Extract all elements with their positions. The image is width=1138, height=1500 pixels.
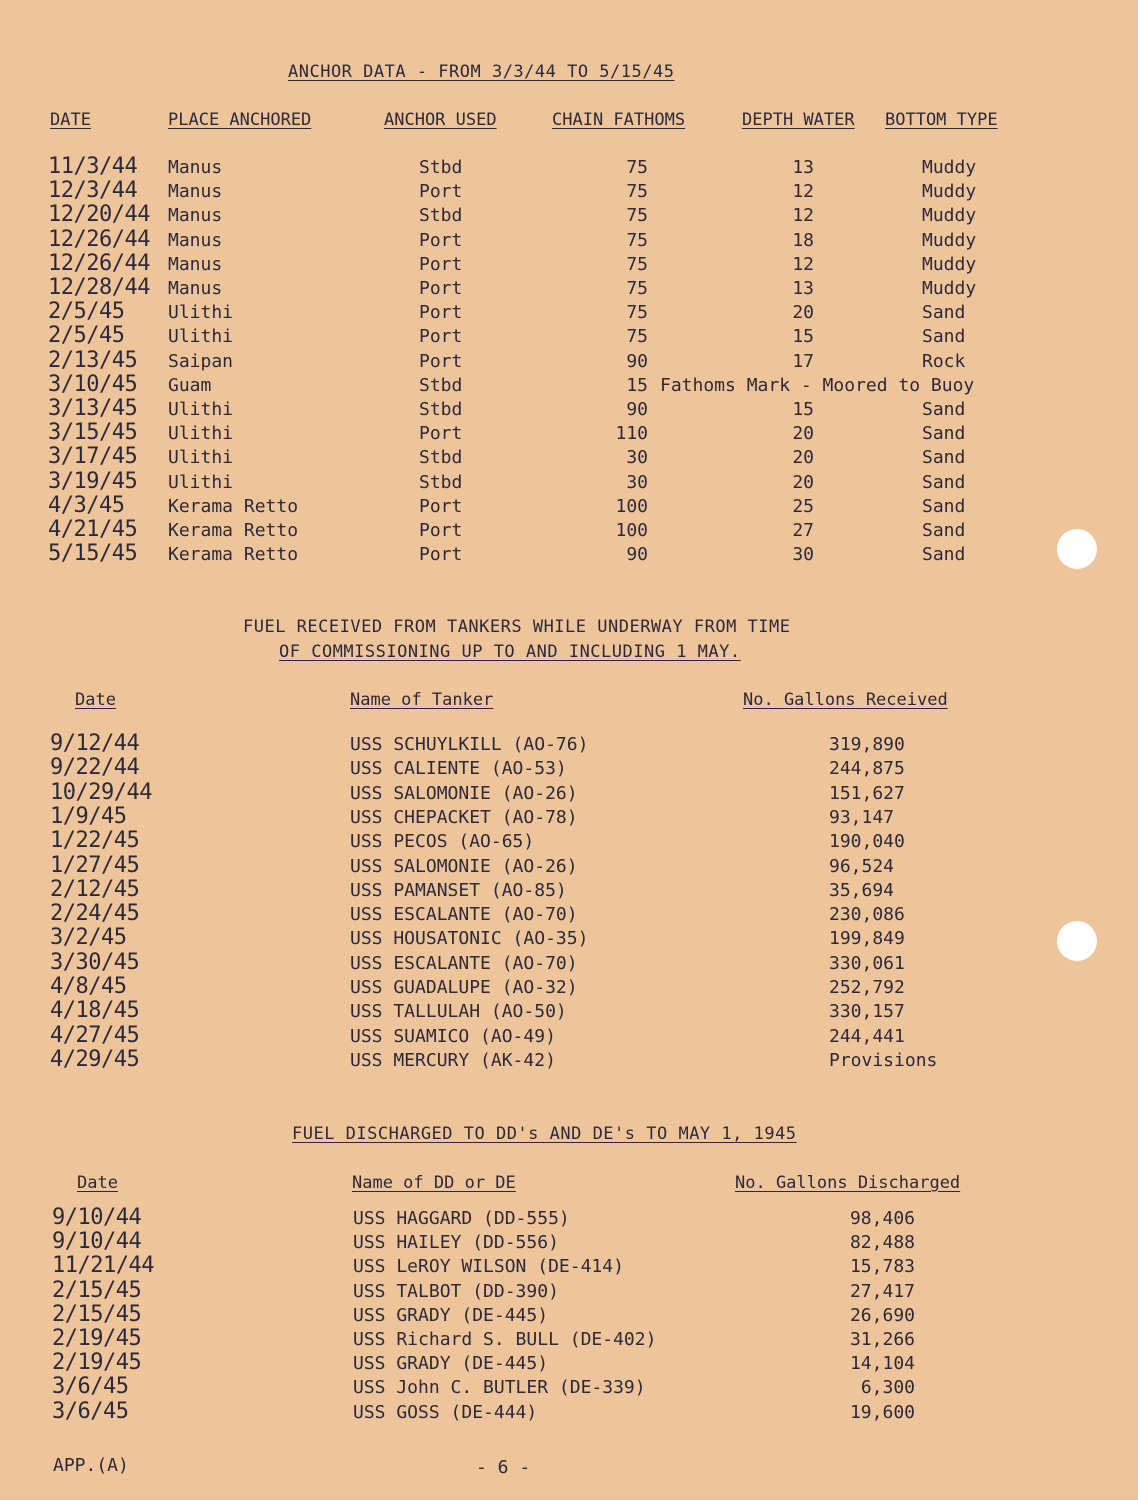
appendix-label: APP.(A) <box>53 1455 129 1476</box>
discharged-date: 3/6/45 <box>52 1398 129 1424</box>
anchor-bottom: Sand <box>922 399 966 420</box>
anchor-place: Manus <box>168 181 223 203</box>
anchor-chain: 90 <box>626 350 648 372</box>
anchor-side: Stbd <box>419 399 463 420</box>
received-date: 2/12/45 <box>50 876 140 902</box>
anchor-place: Manus <box>168 229 223 251</box>
fuel-discharged-row <box>0 1326 1138 1353</box>
fuel-discharged-row <box>0 1277 1138 1305</box>
discharged-date: 9/10/44 <box>52 1229 142 1255</box>
anchor-chain: 75 <box>626 229 648 251</box>
anchor-header-date: DATE <box>50 110 91 130</box>
anchor-chain: 75 <box>626 278 648 299</box>
discharged-gallons: 19,600 <box>849 1401 915 1423</box>
received-tanker-name: USS ESCALANTE (AO-70) <box>350 952 578 974</box>
received-gallons: 199,849 <box>829 928 905 950</box>
anchor-place: Guam <box>168 374 212 396</box>
anchor-header-chain: CHAIN FATHOMS <box>552 110 686 130</box>
fuel-discharged-row <box>0 1398 1138 1426</box>
anchor-depth: 17 <box>792 350 814 372</box>
received-date: 4/27/45 <box>50 1022 140 1048</box>
anchor-date: 2/5/45 <box>48 299 125 325</box>
anchor-date: 3/13/45 <box>48 396 138 421</box>
fuel-discharged-row <box>0 1301 1138 1329</box>
anchor-date: 5/15/45 <box>48 541 138 567</box>
anchor-chain: 30 <box>626 447 648 469</box>
received-header-gallons: No. Gallons Received <box>743 690 948 710</box>
received-date: 3/30/45 <box>50 949 140 975</box>
anchor-depth: 15 <box>792 399 814 420</box>
anchor-bottom: Sand <box>922 471 966 493</box>
anchor-depth: 12 <box>792 253 814 275</box>
anchor-place: Manus <box>168 253 223 275</box>
received-date: 4/18/45 <box>50 998 140 1024</box>
fuel-discharged-row <box>0 1229 1138 1256</box>
received-tanker-name: USS PAMANSET (AO-85) <box>350 879 567 901</box>
anchor-place: Ulithi <box>168 447 234 469</box>
fuel-received-row <box>0 803 1138 831</box>
anchor-depth: 20 <box>792 471 814 493</box>
anchor-side: Port <box>419 302 463 324</box>
anchor-date: 3/19/45 <box>48 468 138 494</box>
received-gallons: 151,627 <box>829 782 905 804</box>
anchor-place: Ulithi <box>168 302 234 324</box>
received-gallons: 35,694 <box>829 879 895 901</box>
anchor-place: Saipan <box>168 350 234 372</box>
discharged-header-name: Name of DD or DE <box>352 1173 516 1193</box>
received-tanker-name: USS TALLULAH (AO-50) <box>350 1001 567 1023</box>
discharged-ship-name: USS TALBOT (DD-390) <box>353 1280 559 1302</box>
fuel-received-row <box>0 1046 1138 1074</box>
received-tanker-name: USS CHEPACKET (AO-78) <box>350 806 578 828</box>
received-date: 9/22/44 <box>50 755 140 781</box>
discharged-ship-name: USS HAGGARD (DD-555) <box>353 1208 570 1229</box>
anchor-chain: 100 <box>615 520 648 541</box>
anchor-row <box>0 347 1138 375</box>
fuel-received-title-line1: FUEL RECEIVED FROM TANKERS WHILE UNDERWAY FROM TIME <box>243 617 791 637</box>
anchor-row <box>0 371 1138 399</box>
anchor-depth: 20 <box>792 302 814 324</box>
anchor-date: 12/26/44 <box>48 226 150 252</box>
discharged-ship-name: USS Richard S. BULL (DE-402) <box>353 1329 657 1350</box>
anchor-depth: 30 <box>792 544 814 566</box>
received-tanker-name: USS SALOMONIE (AO-26) <box>350 782 578 804</box>
discharged-gallons: 27,417 <box>849 1280 915 1302</box>
anchor-header-bottom: BOTTOM TYPE <box>885 110 998 130</box>
anchor-chain: 110 <box>615 423 648 445</box>
discharged-gallons: 26,690 <box>849 1304 915 1326</box>
anchor-row <box>0 444 1138 471</box>
anchor-place: Manus <box>168 205 223 227</box>
anchor-date: 11/3/44 <box>48 154 138 179</box>
anchor-depth: 18 <box>792 229 814 251</box>
received-date: 1/27/45 <box>50 852 140 878</box>
fuel-received-row <box>0 731 1138 758</box>
anchor-place: Kerama Retto <box>168 520 299 541</box>
anchor-depth: 25 <box>792 495 814 517</box>
anchor-row <box>0 396 1138 423</box>
received-gallons: 230,086 <box>829 904 905 926</box>
anchor-side: Stbd <box>419 374 463 396</box>
discharged-date: 2/15/45 <box>52 1277 142 1303</box>
received-date: 3/2/45 <box>50 925 127 951</box>
anchor-row <box>0 517 1138 544</box>
anchor-bottom: Sand <box>922 302 966 324</box>
received-header-name: Name of Tanker <box>350 690 494 710</box>
discharged-ship-name: USS GRADY (DE-445) <box>353 1304 549 1326</box>
anchor-bottom: Sand <box>922 520 966 541</box>
received-tanker-name: USS SALOMONIE (AO-26) <box>350 855 578 877</box>
fuel-received-row <box>0 949 1138 977</box>
anchor-depth: 13 <box>792 278 814 299</box>
anchor-depth: 20 <box>792 423 814 445</box>
fuel-received-row <box>0 755 1138 782</box>
anchor-bottom: Muddy <box>922 278 977 299</box>
discharged-gallons: 14,104 <box>849 1353 915 1375</box>
anchor-row <box>0 250 1138 278</box>
anchor-chain: 75 <box>626 302 648 324</box>
discharged-gallons: 82,488 <box>849 1232 915 1254</box>
page-number: - 6 - <box>476 1457 531 1478</box>
discharged-gallons: 15,783 <box>849 1256 915 1278</box>
anchor-bottom: Muddy <box>922 181 977 203</box>
discharged-date: 9/10/44 <box>52 1205 142 1230</box>
fuel-received-row <box>0 876 1138 904</box>
fuel-received-row <box>0 779 1138 807</box>
received-date: 4/8/45 <box>50 974 127 999</box>
anchor-chain: 75 <box>626 205 648 227</box>
anchor-chain: 75 <box>626 157 648 178</box>
discharged-ship-name: USS GOSS (DE-444) <box>353 1401 538 1423</box>
anchor-row <box>0 178 1138 205</box>
anchor-row <box>0 541 1138 568</box>
anchor-date: 3/15/45 <box>48 420 138 446</box>
fuel-received-row <box>0 852 1138 880</box>
anchor-bottom: Muddy <box>922 229 977 251</box>
anchor-side: Port <box>419 423 463 445</box>
received-gallons: 244,441 <box>829 1025 905 1047</box>
anchor-place: Manus <box>168 157 223 178</box>
anchor-bottom: Sand <box>922 495 966 517</box>
anchor-header-place: PLACE ANCHORED <box>168 110 312 130</box>
anchor-chain: 30 <box>626 471 648 493</box>
discharged-ship-name: USS GRADY (DE-445) <box>353 1353 549 1375</box>
anchor-date: 3/10/45 <box>48 371 138 397</box>
anchor-date: 12/26/44 <box>48 250 150 276</box>
anchor-row <box>0 226 1138 254</box>
received-date: 2/24/45 <box>50 901 140 927</box>
anchor-place: Kerama Retto <box>168 495 299 517</box>
discharged-date: 2/15/45 <box>52 1301 142 1327</box>
received-tanker-name: USS GUADALUPE (AO-32) <box>350 977 578 998</box>
received-date: 1/9/45 <box>50 803 127 829</box>
anchor-depth: 27 <box>792 520 814 541</box>
anchor-data-title: ANCHOR DATA - FROM 3/3/44 TO 5/15/45 <box>288 62 675 82</box>
anchor-bottom: Muddy <box>922 157 977 178</box>
received-gallons: 96,524 <box>829 855 895 877</box>
received-tanker-name: USS MERCURY (AK-42) <box>350 1049 556 1071</box>
fuel-received-row <box>0 1022 1138 1050</box>
anchor-chain: 90 <box>626 399 648 420</box>
anchor-place: Ulithi <box>168 326 234 348</box>
discharged-header-date: Date <box>77 1173 118 1193</box>
received-date: 1/22/45 <box>50 828 140 854</box>
anchor-chain: 75 <box>626 326 648 348</box>
anchor-place: Manus <box>168 278 223 299</box>
received-gallons: 93,147 <box>829 806 895 828</box>
anchor-row <box>0 154 1138 181</box>
anchor-side: Port <box>419 495 463 517</box>
received-tanker-name: USS PECOS (AO-65) <box>350 831 535 853</box>
anchor-bottom: Rock <box>922 350 966 372</box>
anchor-side: Port <box>419 326 463 348</box>
anchor-side: Port <box>419 544 463 566</box>
anchor-row <box>0 468 1138 496</box>
fuel-received-row <box>0 998 1138 1025</box>
anchor-chain: 100 <box>615 495 648 517</box>
anchor-side: Port <box>419 278 463 299</box>
anchor-bottom: Muddy <box>922 205 977 227</box>
anchor-depth: 13 <box>792 157 814 178</box>
discharged-gallons: 98,406 <box>849 1208 915 1229</box>
anchor-chain: 90 <box>626 544 648 566</box>
anchor-header-anchor: ANCHOR USED <box>384 110 497 130</box>
anchor-chain: 75 <box>626 253 648 275</box>
anchor-side: Stbd <box>419 447 463 469</box>
anchor-bottom: Muddy <box>922 253 977 275</box>
discharged-date: 2/19/45 <box>52 1326 142 1351</box>
fuel-received-row <box>0 901 1138 928</box>
discharged-gallons: 6,300 <box>860 1377 915 1399</box>
received-gallons: 190,040 <box>829 831 905 853</box>
anchor-depth: 12 <box>792 181 814 203</box>
received-tanker-name: USS HOUSATONIC (AO-35) <box>350 928 589 950</box>
fuel-discharged-row <box>0 1205 1138 1232</box>
anchor-bottom: Sand <box>922 544 966 566</box>
anchor-side: Port <box>419 253 463 275</box>
received-date: 10/29/44 <box>50 779 152 805</box>
discharged-date: 11/21/44 <box>52 1253 154 1279</box>
anchor-date: 12/3/44 <box>48 178 138 204</box>
anchor-row <box>0 299 1138 326</box>
received-gallons: Provisions <box>829 1049 938 1071</box>
anchor-side: Port <box>419 181 463 203</box>
received-gallons: 319,890 <box>829 734 905 755</box>
anchor-place: Kerama Retto <box>168 544 299 566</box>
anchor-header-depth: DEPTH WATER <box>742 110 855 130</box>
discharged-ship-name: USS HAILEY (DD-556) <box>353 1232 559 1254</box>
anchor-depth: 20 <box>792 447 814 469</box>
received-gallons: 330,157 <box>829 1001 905 1023</box>
fuel-discharged-row <box>0 1253 1138 1280</box>
discharged-gallons: 31,266 <box>849 1329 915 1350</box>
fuel-received-row <box>0 974 1138 1001</box>
anchor-date: 2/13/45 <box>48 347 138 373</box>
received-date: 9/12/44 <box>50 731 140 756</box>
received-tanker-name: USS SUAMICO (AO-49) <box>350 1025 556 1047</box>
anchor-chain: 15 <box>626 374 648 396</box>
anchor-date: 12/28/44 <box>48 275 150 300</box>
received-tanker-name: USS SCHUYLKILL (AO-76) <box>350 734 589 755</box>
received-tanker-name: USS CALIENTE (AO-53) <box>350 758 567 780</box>
received-date: 4/29/45 <box>50 1046 140 1072</box>
fuel-discharged-row <box>0 1350 1138 1377</box>
fuel-discharged-row <box>0 1374 1138 1401</box>
fuel-received-row <box>0 828 1138 855</box>
anchor-row <box>0 492 1138 520</box>
received-tanker-name: USS ESCALANTE (AO-70) <box>350 904 578 926</box>
received-header-date: Date <box>75 690 116 710</box>
anchor-date: 2/5/45 <box>48 323 125 349</box>
anchor-bottom: Sand <box>922 423 966 445</box>
anchor-place: Ulithi <box>168 423 234 445</box>
fuel-received-row <box>0 925 1138 952</box>
anchor-chain: 75 <box>626 181 648 203</box>
anchor-place: Ulithi <box>168 471 234 493</box>
fuel-discharged-title: FUEL DISCHARGED TO DD's AND DE's TO MAY 1, 1945 <box>292 1124 797 1144</box>
discharged-header-gallons: No. Gallons Discharged <box>735 1173 961 1193</box>
anchor-date: 4/3/45 <box>48 492 125 518</box>
anchor-date: 12/20/44 <box>48 202 150 228</box>
anchor-row <box>0 275 1138 302</box>
anchor-bottom: Sand <box>922 447 966 469</box>
anchor-place: Ulithi <box>168 399 234 420</box>
anchor-date: 4/21/45 <box>48 517 138 542</box>
anchor-side: Port <box>419 229 463 251</box>
anchor-side: Port <box>419 520 463 541</box>
anchor-date: 3/17/45 <box>48 444 138 470</box>
anchor-row <box>0 323 1138 350</box>
anchor-side: Port <box>419 350 463 372</box>
anchor-side: Stbd <box>419 471 463 493</box>
anchor-row <box>0 202 1138 229</box>
discharged-ship-name: USS John C. BUTLER (DE-339) <box>353 1377 646 1399</box>
anchor-depth: 15 <box>792 326 814 348</box>
anchor-bottom: Sand <box>922 326 966 348</box>
discharged-date: 2/19/45 <box>52 1350 142 1376</box>
received-gallons: 244,875 <box>829 758 905 780</box>
discharged-date: 3/6/45 <box>52 1374 129 1400</box>
anchor-row <box>0 420 1138 447</box>
discharged-ship-name: USS LeROY WILSON (DE-414) <box>353 1256 624 1278</box>
received-gallons: 252,792 <box>829 977 905 998</box>
anchor-side: Stbd <box>419 205 463 227</box>
anchor-depth: 12 <box>792 205 814 227</box>
received-gallons: 330,061 <box>829 952 905 974</box>
anchor-note: Fathoms Mark - Moored to Buoy <box>660 374 975 396</box>
fuel-received-title-line2: OF COMMISSIONING UP TO AND INCLUDING 1 MAY. <box>279 642 741 662</box>
anchor-side: Stbd <box>419 157 463 178</box>
